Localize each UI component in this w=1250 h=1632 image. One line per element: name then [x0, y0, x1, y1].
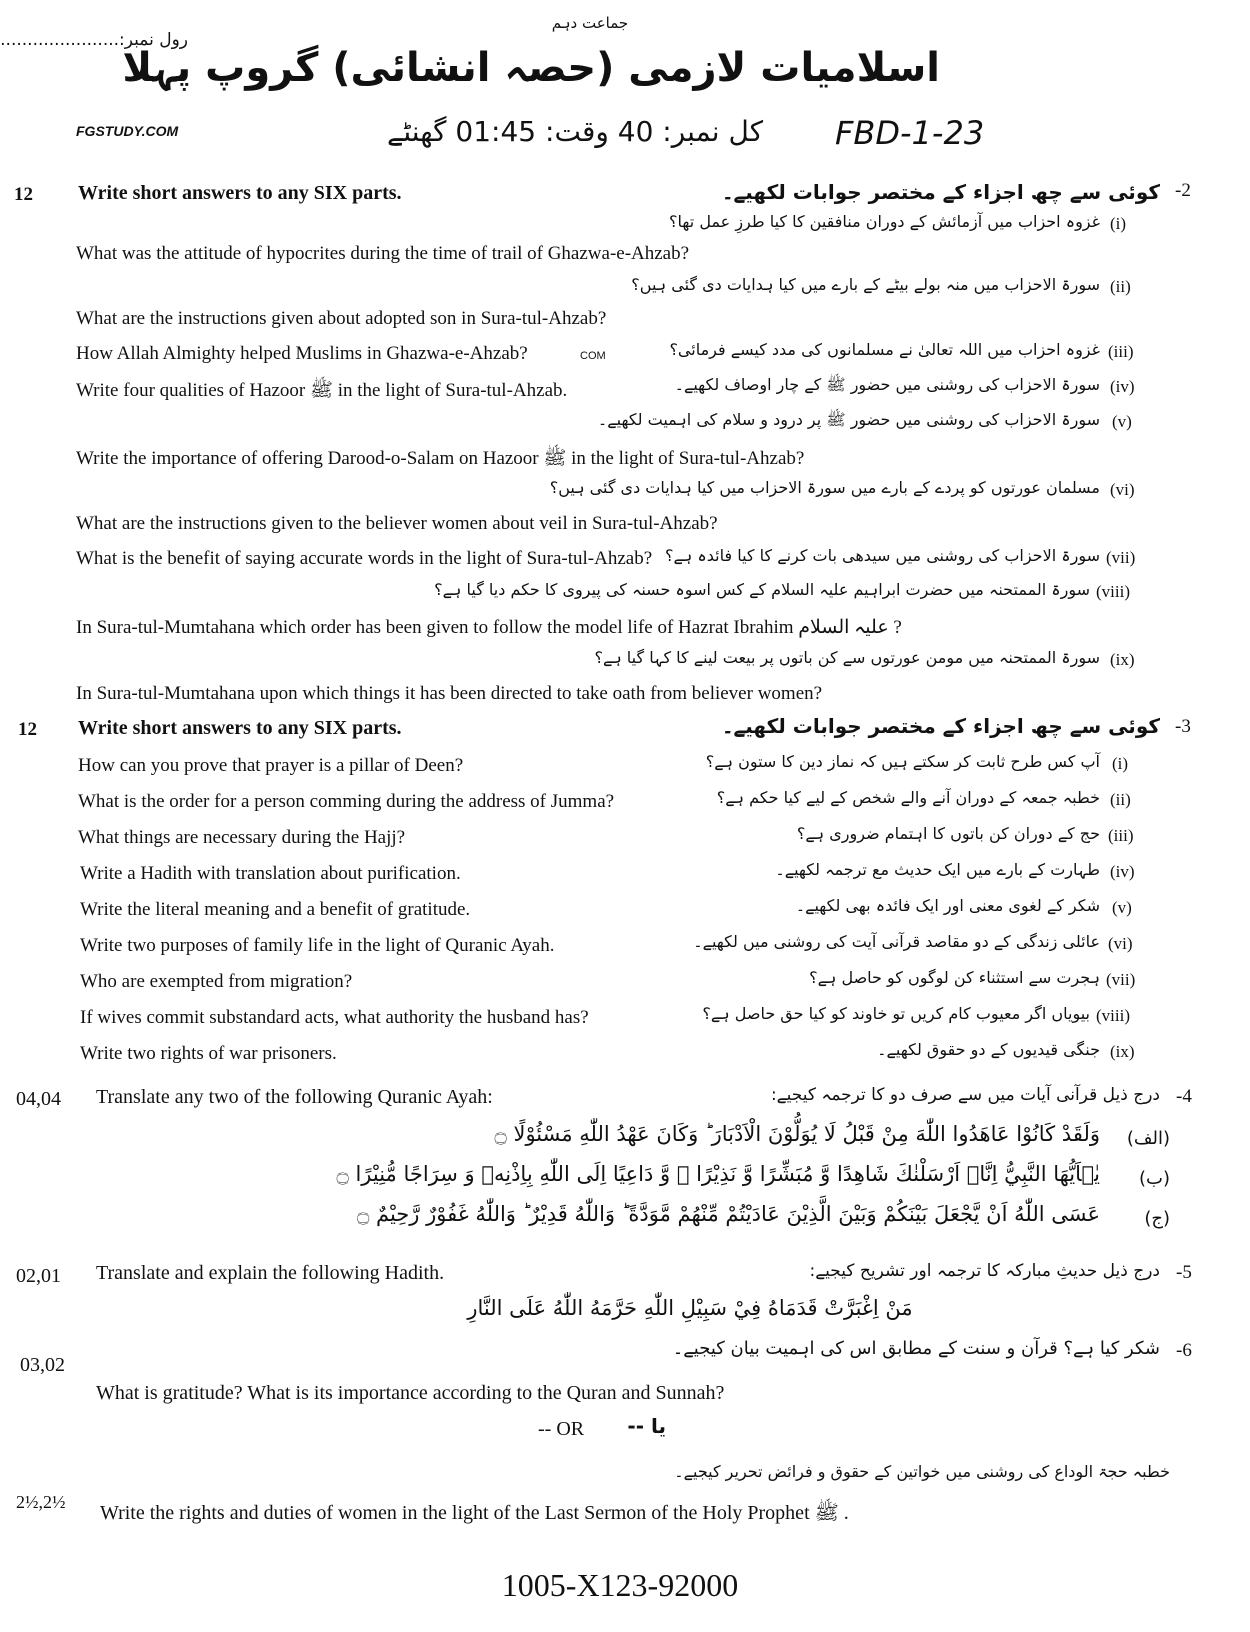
- q3-part-i-ur: آپ کس طرح ثابت کر سکتے ہیں کہ نماز دین کا ستون ہے؟: [705, 752, 1100, 771]
- q2-part-ix-en: In Sura-tul-Mumtahana upon which things it has been directed to take oath from believer women?: [76, 683, 823, 704]
- q3-part-ii-num: (ii): [1110, 790, 1131, 809]
- q3-part-vi-ur: عائلی زندگی کے دو مقاصد قرآنی آیت کی روشنی میں لکھیے۔: [693, 932, 1100, 951]
- q4-en-title: Translate any two of the following Quranic Ayah:: [96, 1086, 493, 1108]
- q2-part-ii-num: (ii): [1110, 277, 1131, 296]
- q2-part-iii-ur: غزوہ احزاب میں اللہ تعالیٰ نے مسلمانوں کی مدد کیسے فرمائی؟: [669, 340, 1100, 359]
- q6-en-b: Write the rights and duties of women in the light of the Last Sermon of the Holy Prophet ﷺ .: [100, 1502, 849, 1524]
- q4-ayah-bay: يٰۤاَيُّهَا النَّبِيُّ اِنَّاۤ اَرْسَلْنٰكَ شَاهِدًا وَّ مُبَشِّرًا وَّ نَذِيْرًا ۙ وَّ دَاعِيًا اِلَى اللّٰهِ بِاِذْنِهٖ وَ سِرَاجًا مُّنِيْرًا ۝: [336, 1162, 1100, 1186]
- q2-part-i-en: What was the attitude of hypocrites during the time of trail of Ghazwa-e-Ahzab?: [76, 243, 690, 264]
- q6-number: -6: [1176, 1340, 1192, 1361]
- q4-ayah-alif: وَلَقَدْ كَانُوْا عَاهَدُوا اللّٰهَ مِنْ قَبْلُ لَا يُوَلُّوْنَ الْاَدْبَارَ ؕ وَكَانَ عَهْدُ اللّٰهِ مَسْئُوْلًا ۝: [494, 1122, 1100, 1146]
- q3-part-ix-num: (ix): [1110, 1042, 1135, 1061]
- q3-part-viii-num: (viii): [1096, 1006, 1130, 1025]
- q4-number: -4: [1176, 1086, 1192, 1107]
- q3-part-iv-ur: طہارت کے بارے میں ایک حدیث مع ترجمہ لکھیے۔: [775, 860, 1100, 879]
- q6-ur-a: شکر کیا ہے؟ قرآن و سنت کے مطابق اس کی اہمیت بیان کیجیے۔: [672, 1338, 1160, 1359]
- q3-part-viii-ur: بیویاں اگر معیوب کام کریں تو خاوند کو کیا حق حاصل ہے؟: [702, 1004, 1090, 1023]
- q3-en-title: Write short answers to any SIX parts.: [78, 717, 402, 739]
- q6-or-en: -- OR: [538, 1418, 585, 1440]
- q2-part-vi-ur: مسلمان عورتوں کو پردے کے بارے میں سورۃ الاحزاب میں کیا ہدایات دی گئی ہیں؟: [549, 478, 1100, 497]
- q4-ur-title: درج ذیل قرآنی آیات میں سے صرف دو کا ترجمہ کیجیے:: [770, 1085, 1160, 1105]
- q2-part-vi-en: What are the instructions given to the believer women about veil in Sura-tul-Ahzab?: [76, 513, 718, 534]
- q2-part-v-ur: سورۃ الاحزاب کی روشنی میں حضور ﷺ پر درود و سلام کی اہمیت لکھیے۔: [597, 410, 1100, 429]
- q2-part-iv-ur: سورۃ الاحزاب کی روشنی میں حضور ﷺ کے چار اوصاف لکھیے۔: [674, 375, 1100, 394]
- q2-part-viii-ur: سورۃ الممتحنہ میں حضرت ابراہیم علیہ السلام کے کس اسوہ حسنہ کی پیروی کا حکم دیا گیا ہے؟: [434, 580, 1090, 599]
- q4-ayah-alif-label: (الف): [1126, 1128, 1170, 1149]
- q2-part-viii-num: (viii): [1096, 582, 1130, 601]
- roll-number: رول نمبر:......................: [0, 30, 188, 50]
- q5-hadith: مَنْ اِغْبَرَّتْ قَدَمَاهُ فِيْ سَبِيْلِ اللّٰهِ حَرَّمَهُ اللّٰهُ عَلَى النَّارِ: [467, 1296, 913, 1320]
- q2-en-title: Write short answers to any SIX parts.: [78, 182, 402, 204]
- q2-part-v-en: Write the importance of offering Darood-o-Salam on Hazoor ﷺ in the light of Sura-tul-Ahzab?: [76, 448, 805, 469]
- q6-ur-b: خطبہ حجۃ الوداع کی روشنی میں خواتین کے حقوق و فرائض تحریر کیجیے۔: [674, 1462, 1170, 1481]
- q3-number: -3: [1175, 716, 1191, 737]
- q2-part-iii-num: (iii): [1108, 342, 1134, 361]
- q3-part-ix-ur: جنگی قیدیوں کے دو حقوق لکھیے۔: [877, 1040, 1100, 1059]
- q3-part-iii-num: (iii): [1108, 826, 1134, 845]
- q3-part-iii-ur: حج کے دوران کن باتوں کا اہتمام ضروری ہے؟: [796, 824, 1100, 843]
- q3-part-v-en: Write the literal meaning and a benefit of gratitude.: [80, 899, 471, 920]
- q3-part-vii-en: Who are exempted from migration?: [80, 971, 353, 992]
- q2-part-i-ur: غزوہ احزاب میں آزمائش کے دوران منافقین کا کیا طرزِ عمل تھا؟: [669, 212, 1100, 231]
- footer-code: 1005-X123-92000: [501, 1567, 739, 1603]
- q2-part-iii-en: How Allah Almighty helped Muslims in Ghazwa-e-Ahzab?: [76, 343, 528, 364]
- q2-part-vii-num: (vii): [1106, 548, 1136, 567]
- q2-part-vii-ur: سورۃ الاحزاب کی روشنی میں سیدھی بات کرنے کا کیا فائدہ ہے؟: [665, 546, 1100, 565]
- q2-part-i-num: (i): [1110, 214, 1127, 233]
- q2-marks: 12: [14, 184, 33, 205]
- q2-part-ix-num: (ix): [1110, 650, 1135, 669]
- q3-part-ii-en: What is the order for a person comming during the address of Jumma?: [78, 791, 615, 812]
- q2-part-vi-num: (vi): [1110, 480, 1135, 499]
- q3-marks: 12: [18, 719, 37, 740]
- q6-or-ur: یا --: [627, 1414, 666, 1438]
- q3-part-vi-en: Write two purposes of family life in the light of Quranic Ayah.: [80, 935, 555, 956]
- q5-marks: 02,01: [16, 1265, 61, 1287]
- q3-part-iv-en: Write a Hadith with translation about purification.: [80, 863, 461, 884]
- q2-part-ix-ur: سورۃ الممتحنہ میں مومن عورتوں سے کن باتوں پر بیعت لینے کا کہا گیا ہے؟: [594, 648, 1100, 667]
- q2-ur-title: کوئی سے چھ اجزاء کے مختصر جوابات لکھیے۔: [721, 180, 1160, 204]
- q4-marks: 04,04: [16, 1088, 61, 1110]
- q5-ur-title: درج ذیل حدیثِ مبارکہ کا ترجمہ اور تشریح کیجیے:: [809, 1261, 1160, 1281]
- q4-ayah-bay-label: (ب): [1139, 1168, 1170, 1189]
- q3-part-viii-en: If wives commit substandard acts, what authority the husband has?: [80, 1007, 589, 1028]
- q2-part-v-num: (v): [1112, 412, 1132, 431]
- q3-part-i-num: (i): [1112, 754, 1129, 773]
- paper-title: اسلامیات لازمی (حصہ انشائی) گروپ پہلا: [122, 45, 940, 91]
- q2-part-ii-ur: سورۃ الاحزاب میں منہ بولے بیٹے کے بارے میں کیا ہدایات دی گئی ہیں؟: [631, 275, 1100, 294]
- q3-part-iii-en: What things are necessary during the Hajj?: [78, 827, 406, 848]
- q3-part-vii-num: (vii): [1106, 970, 1136, 989]
- q2-part-ii-en: What are the instructions given about adopted son in Sura-tul-Ahzab?: [76, 308, 607, 329]
- q4-ayah-jeem-label: (ج): [1144, 1208, 1170, 1229]
- q2-number: -2: [1175, 180, 1191, 201]
- paper-code: FBD-1-23: [835, 114, 985, 152]
- class-label: جماعت دہم: [551, 14, 629, 32]
- q5-en-title: Translate and explain the following Hadith.: [96, 1262, 445, 1284]
- q6-marks-b: 2½,2½: [16, 1492, 66, 1512]
- q3-part-v-ur: شکر کے لغوی معنی اور ایک فائدہ بھی لکھیے۔: [795, 896, 1100, 915]
- q2-part-viii-en: In Sura-tul-Mumtahana which order has been given to follow the model life of Hazrat Ibrahim علیہ السلام ?: [76, 617, 902, 638]
- q3-part-ix-en: Write two rights of war prisoners.: [80, 1043, 337, 1064]
- q3-ur-title: کوئی سے چھ اجزاء کے مختصر جوابات لکھیے۔: [721, 714, 1160, 738]
- q6-en-a: What is gratitude? What is its importance according to the Quran and Sunnah?: [96, 1382, 725, 1404]
- q3-part-iv-num: (iv): [1110, 862, 1135, 881]
- website-label: FGSTUDY.COM: [76, 123, 179, 139]
- q2-part-iv-num: (iv): [1110, 377, 1135, 396]
- q3-part-vi-num: (vi): [1108, 934, 1133, 953]
- q2-part-vii-en: What is the benefit of saying accurate words in the light of Sura-tul-Ahzab?: [76, 548, 653, 569]
- time-and-marks: کل نمبر: 40 وقت: 01:45 گھنٹے: [386, 115, 764, 148]
- q2-part-iv-en: Write four qualities of Hazoor ﷺ in the light of Sura-tul-Ahzab.: [76, 380, 568, 401]
- q2-com-mark: COM: [580, 350, 606, 362]
- q5-number: -5: [1176, 1262, 1192, 1283]
- q3-part-ii-ur: خطبہ جمعہ کے دوران آنے والے شخص کے لیے کیا حکم ہے؟: [716, 788, 1100, 807]
- q3-part-v-num: (v): [1112, 898, 1132, 917]
- q6-marks-a: 03,02: [20, 1354, 65, 1376]
- q4-ayah-jeem: عَسَى اللّٰهُ اَنْ يَّجْعَلَ بَيْنَكُمْ وَبَيْنَ الَّذِيْنَ عَادَيْتُمْ مِّنْهُمْ مَّوَدَّةً ؕ وَاللّٰهُ قَدِيْرٌ ؕ وَاللّٰهُ غَفُوْرٌ رَّحِيْمٌ ۝: [356, 1202, 1100, 1226]
- q3-part-vii-ur: ہجرت سے استثناء کن لوگوں کو حاصل ہے؟: [809, 968, 1100, 987]
- q3-part-i-en: How can you prove that prayer is a pillar of Deen?: [78, 755, 464, 776]
